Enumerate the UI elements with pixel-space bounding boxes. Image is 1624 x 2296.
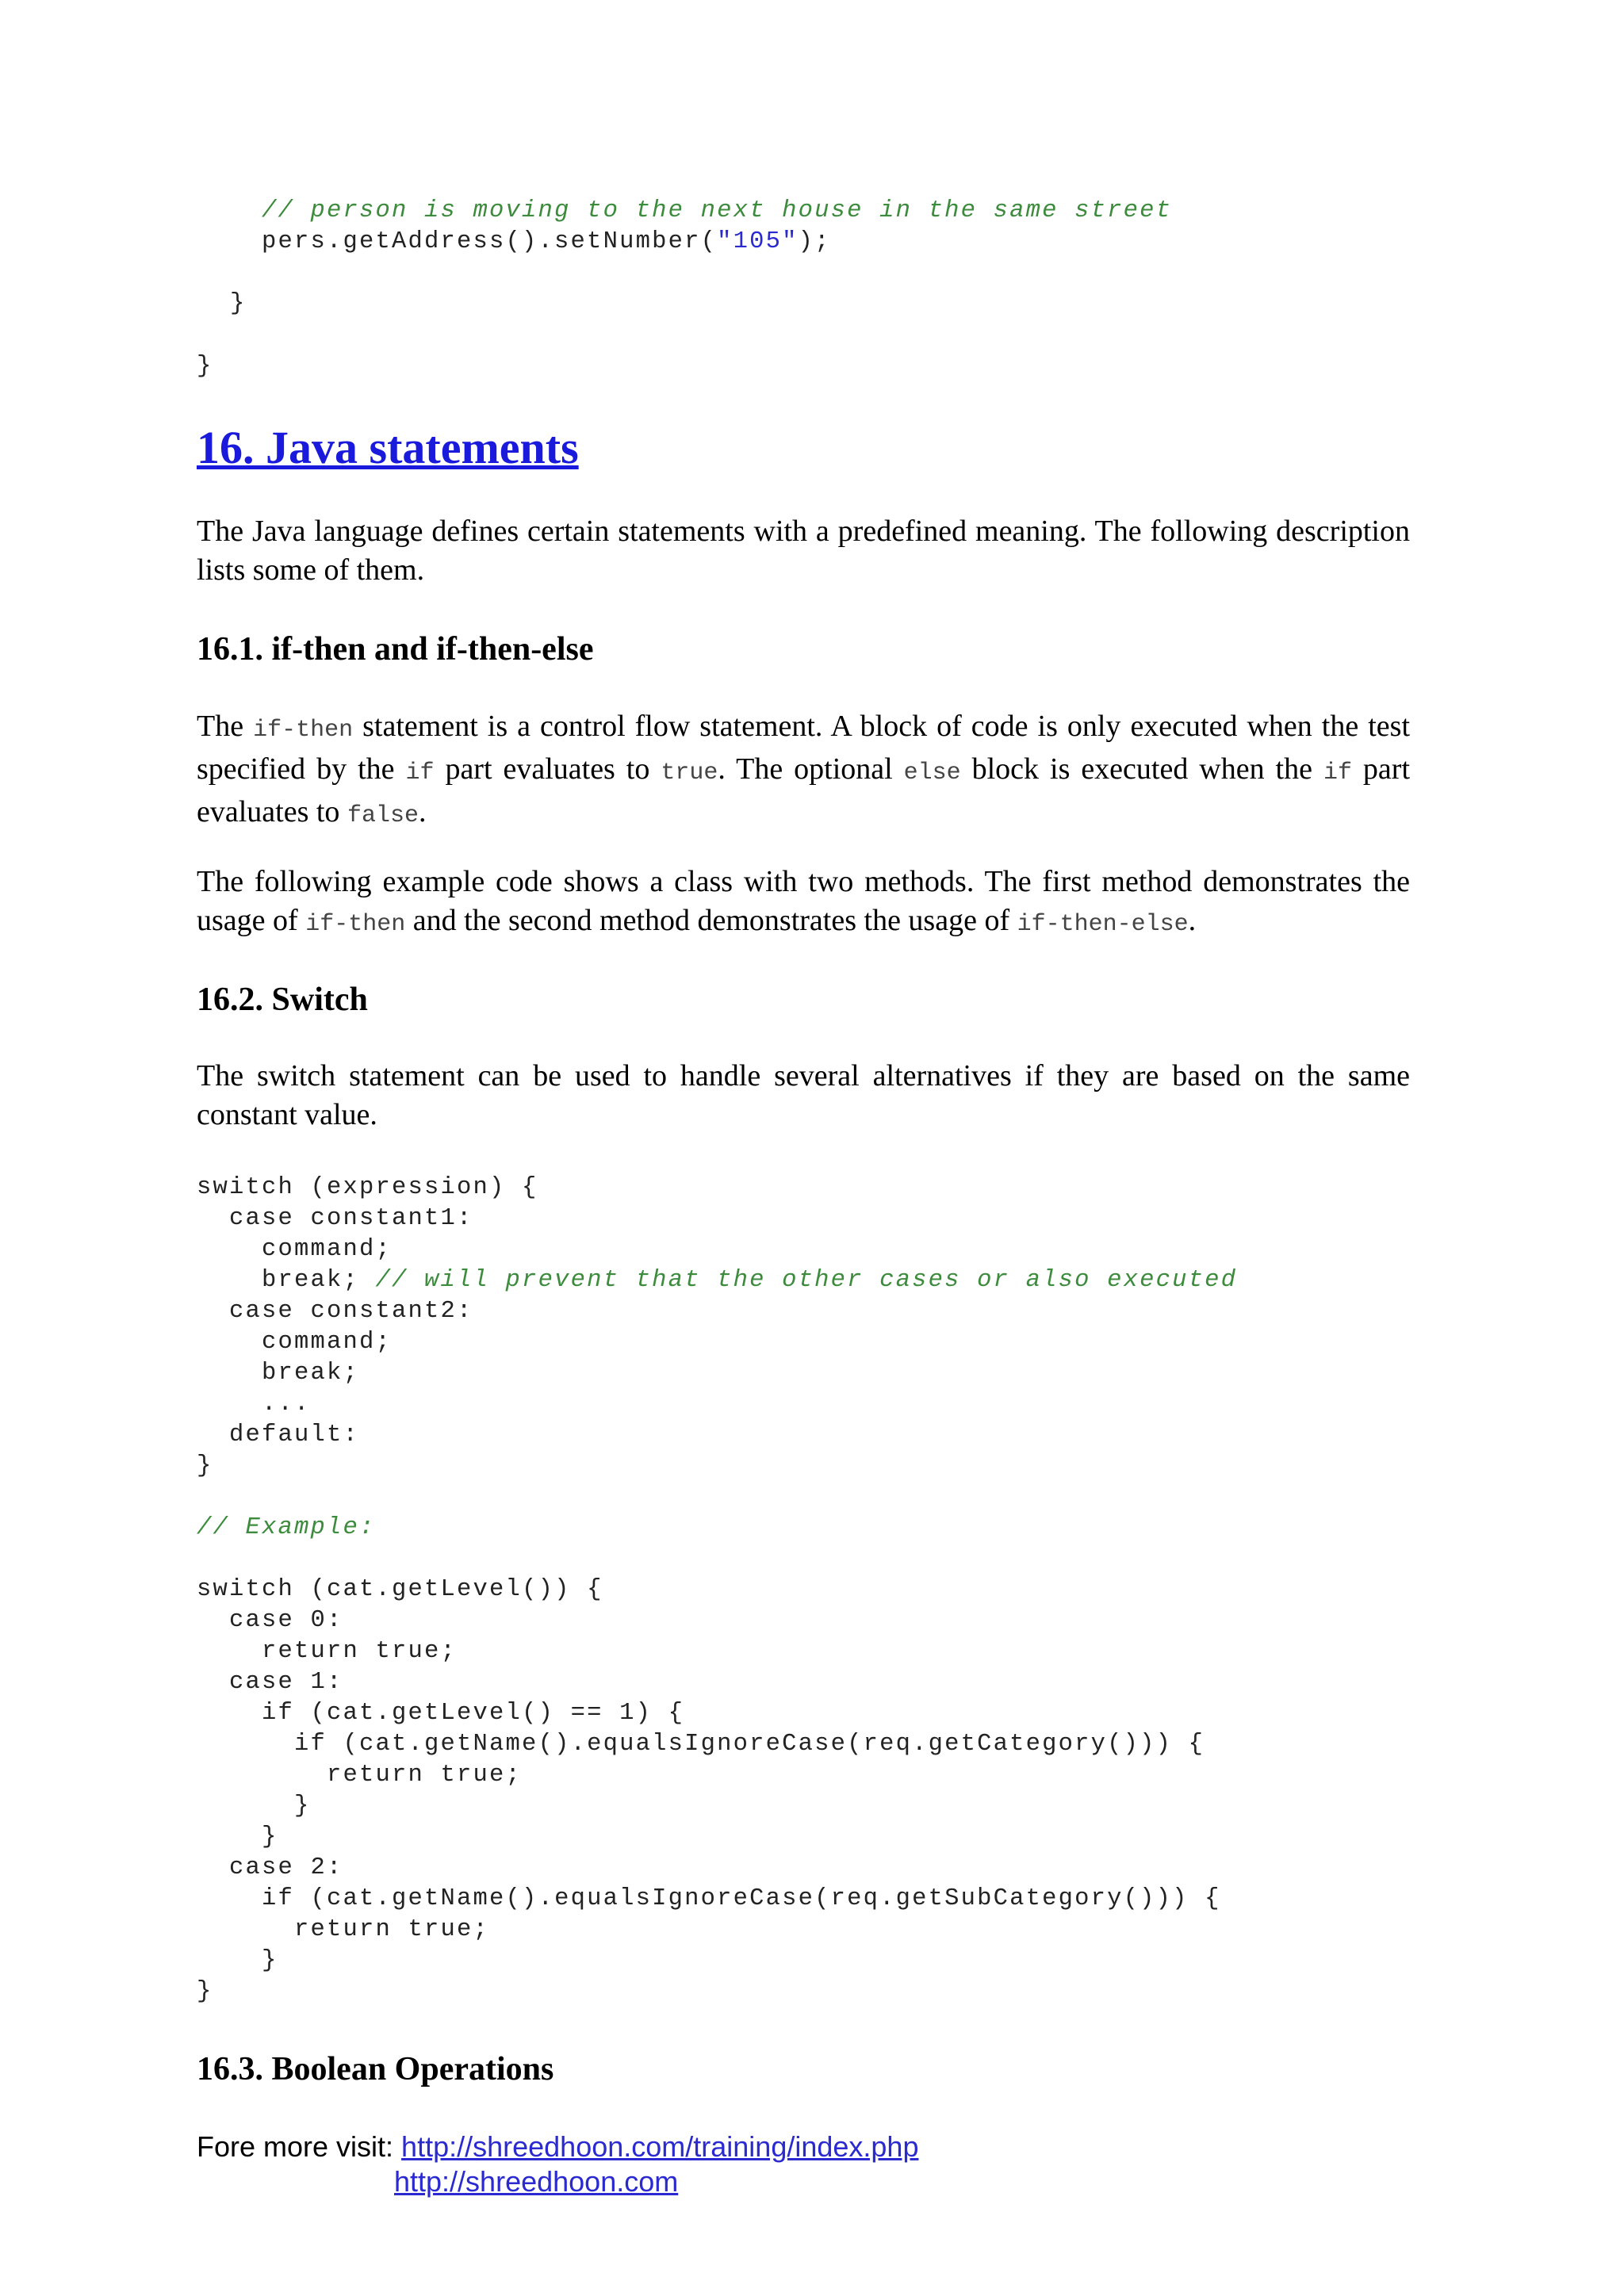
- code-line: case constant1:: [197, 1205, 473, 1232]
- footer-label: Fore more visit:: [197, 2130, 402, 2163]
- code-line: command;: [197, 1329, 393, 1356]
- code-line: if (cat.getName().equalsIgnoreCase(req.getSubCategory())) {: [197, 1885, 1221, 1912]
- code-line: case 2:: [197, 1854, 343, 1881]
- code-line: if (cat.getName().equalsIgnoreCase(req.getCategory())) {: [197, 1731, 1205, 1758]
- code-line: if (cat.getLevel() == 1) {: [197, 1700, 685, 1727]
- inline-code: if-then-else: [1017, 911, 1189, 938]
- code-close-brace: }: [197, 353, 213, 380]
- section-16-2-intro: The switch statement can be used to handle several alternatives if they are based on the same constant value.: [197, 1059, 1410, 1131]
- code-comment-line: [262, 196, 1172, 227]
- code-line: }: [197, 1793, 311, 1820]
- code-comment: // Example:: [197, 1514, 376, 1541]
- code-line: return true;: [197, 1762, 523, 1789]
- switch-code-block: [197, 1173, 1237, 1482]
- code-line: break; // will prevent that the other cases or also executed: [197, 1267, 1238, 1294]
- section-heading-16[interactable]: 16. Java statements: [197, 422, 579, 473]
- inline-code: if-then: [305, 911, 406, 938]
- section-16-1-paragraph-1: The if-then statement is a control flow statement. A block of code is only executed when the test specified by the if part evaluates to true. The optional else block is executed when the if part evaluates to false.: [197, 710, 1411, 829]
- footer-link-home[interactable]: http://shreedhoon.com: [394, 2165, 679, 2198]
- code-line: }: [197, 1823, 278, 1850]
- code-line: ...: [197, 1391, 311, 1418]
- code-line: switch (expression) {: [197, 1174, 538, 1201]
- section-16-intro: The Java language defines certain statements with a predefined meaning. The following description lists some of them.: [197, 515, 1410, 587]
- code-string: "105": [717, 228, 799, 255]
- code-line-setnumber: [262, 227, 831, 258]
- code-line: case constant2:: [197, 1298, 473, 1325]
- section-heading-16-1: 16.1. if-then and if-then-else: [197, 631, 594, 668]
- code-line: }: [197, 1978, 213, 2005]
- code-line: }: [197, 1452, 213, 1479]
- footer-link-training[interactable]: http://shreedhoon.com/training/index.php: [401, 2130, 919, 2163]
- code-line: command;: [197, 1236, 393, 1263]
- code-comment: // will prevent that the other cases or also executed: [359, 1267, 1238, 1294]
- code-line: return true;: [197, 1916, 490, 1943]
- code-line: switch (cat.getLevel()) {: [197, 1576, 603, 1603]
- code-line: return true;: [197, 1638, 458, 1665]
- inline-code: if: [405, 760, 435, 786]
- inline-code: if: [1323, 760, 1352, 786]
- code-close-brace: }: [230, 290, 247, 317]
- inline-code: if-then: [253, 717, 354, 744]
- code-line: }: [197, 1947, 278, 1974]
- section-heading-16-3: 16.3. Boolean Operations: [197, 2051, 554, 2087]
- example-code-block: [197, 1575, 1221, 2007]
- code-line: default:: [197, 1422, 360, 1448]
- code-comment: // person is moving to the next house in the same street: [262, 197, 1173, 224]
- code-line: case 1:: [197, 1669, 343, 1696]
- inline-code: false: [347, 802, 419, 829]
- inline-code: else: [903, 760, 961, 786]
- code-text: pers.getAddress().setNumber(: [262, 228, 718, 255]
- footer: [197, 2130, 918, 2164]
- footer-second-line: [394, 2164, 678, 2199]
- section-16-1-paragraph-2: The following example code shows a class with two methods. The first method demonstrates the usage of if-then and the second method demonstrates the usage of if-then-else.: [197, 865, 1410, 938]
- section-heading-16-2: 16.2. Switch: [197, 982, 368, 1018]
- code-text: );: [798, 228, 831, 255]
- example-comment: [197, 1513, 376, 1544]
- code-line: break;: [197, 1360, 360, 1387]
- code-line: case 0:: [197, 1607, 343, 1634]
- inline-code: true: [661, 760, 718, 786]
